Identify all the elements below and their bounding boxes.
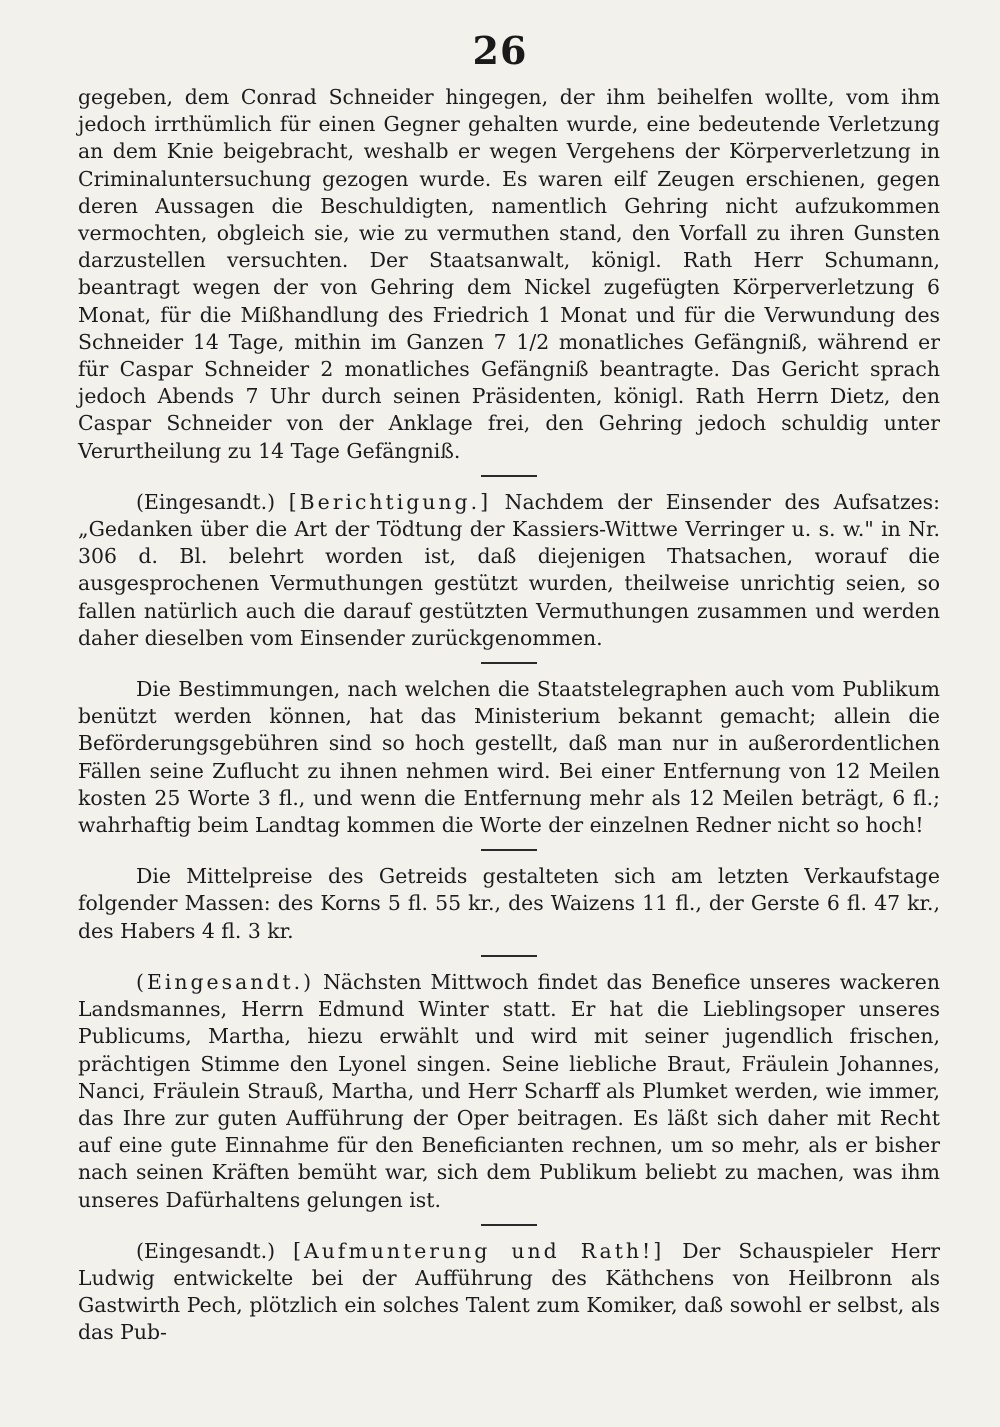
- paragraph-title: [Aufmunterung und Rath!]: [293, 1238, 665, 1263]
- paragraph-lead: (Eingesandt.): [136, 1238, 276, 1263]
- section-divider: [481, 955, 537, 957]
- text-column: [78, 84, 940, 1347]
- paragraph-lead: (Eingesandt.): [136, 489, 276, 514]
- paragraph-title: [Berichtigung.]: [288, 489, 492, 514]
- section-divider: [481, 1224, 537, 1226]
- paragraph-text: Nachdem der Einsender des Aufsatzes: „Gedanken über die Art der Tödtung der Kassiers-Wittwe Verringer u. s. w." in Nr. 306 d. Bl. belehrt worden ist, daß diejenigen Thatsachen, worauf die ausgesprochenen Vermuthungen gestützt wurden, theilweise unrichtig seien, so fallen natürlich auch die darauf gestützten Vermuthungen zusammen und werden daher dieselben vom Einsender zurückgenommen.: [78, 489, 941, 650]
- paragraph-text: Nächsten Mittwoch findet das Benefice unseres wackeren Landsmannes, Herrn Edmund Winter statt. Er hat die Lieblingsoper unseres Publicums, Martha, hiezu erwählt und wird mit seiner jugendlich frischen, prächtigen Stimme den Lyonel singen. Seine liebliche Braut, Fräulein Johannes, Nanci, Fräulein Strauß, Martha, und Herr Scharff als Plumket werden, wie immer, das Ihre zur guten Aufführung der Oper beitragen. Es läßt sich daher mit Recht auf eine gute Einnahme für den Beneficianten rechnen, um so mehr, als er bisher nach seinen Kräften bemüht war, sich dem Publikum beliebt zu machen, was ihm unseres Dafürhaltens gelungen ist.: [78, 969, 941, 1212]
- paragraph-lead: (Eingesandt.): [136, 969, 315, 994]
- paragraph-berichtigung: [78, 489, 940, 652]
- paragraph-getreide: Die Mittelpreise des Getreids gestalteten sich am letzten Verkaufstage folgender Massen: des Korns 5 fl. 55 kr., des Waizens 11 fl., der Gerste 6 fl. 47 kr., des Habers 4 fl. 3 kr.: [78, 864, 940, 943]
- section-divider: [481, 662, 537, 664]
- paragraph-1: gegeben, dem Conrad Schneider hingegen, der ihm beihelfen wollte, vom ihm jedoch irrthümlich für einen Gegner gehalten wurde, eine bedeutende Verletzung an dem Knie beigebracht, weshalb er wegen Vergehens der Körperverletzung in Criminaluntersuchung gezogen wurde. Es waren eilf Zeugen erschienen, gegen deren Aussagen die Beschuldigten, namentlich Gehring nicht aufzukommen vermochten, obgleich sie, wie zu vermuthen stand, den Vorfall zu ihren Gunsten darzustellen versuchten. Der Staatsanwalt, königl. Rath Herr Schumann, beantragt wegen der von Gehring dem Nickel zugefügten Körperverletzung 6 Monat, für die Mißhandlung des Friedrich 1 Monat und für die Verwundung des Schneider 14 Tage, mithin im Ganzen 7 1/2 monatliches Gefängniß, während er für Caspar Schneider 2 monatliches Gefängniß beantragte. Das Gericht sprach jedoch Abends 7 Uhr durch seinen Präsidenten, königl. Rath Herrn Dietz, den Caspar Schneider von der Anklage frei, den Gehring jedoch schuldig unter Verurtheilung zu 14 Tage Gefängniß.: [78, 85, 940, 463]
- paragraph-text: Der Schauspieler Herr Ludwig entwickelte bei der Aufführung des Käthchens von Heilbronn als Gastwirth Pech, plötzlich ein solches Talent zum Komiker, daß sowohl er selbst, als das Pub-: [78, 1238, 940, 1345]
- section-divider: [481, 849, 537, 851]
- paragraph-benefice: [78, 969, 940, 1214]
- section-divider: [481, 475, 537, 477]
- paragraph-telegraphen: Die Bestimmungen, nach welchen die Staatstelegraphen auch vom Publikum benützt werden können, hat das Ministerium bekannt gemacht; allein die Beförderungsgebühren sind so hoch gestellt, daß man nur in außerordentlichen Fällen seine Zuflucht zu ihnen nehmen wird. Bei einer Entfernung von 12 Meilen kosten 25 Worte 3 fl., und wenn die Entfernung mehr als 12 Meilen beträgt, 6 fl.; wahrhaftig beim Landtag kommen die Worte der einzelnen Redner nicht so hoch!: [78, 677, 940, 838]
- paragraph-aufmunterung: [78, 1238, 940, 1347]
- page-number: 26: [472, 28, 528, 73]
